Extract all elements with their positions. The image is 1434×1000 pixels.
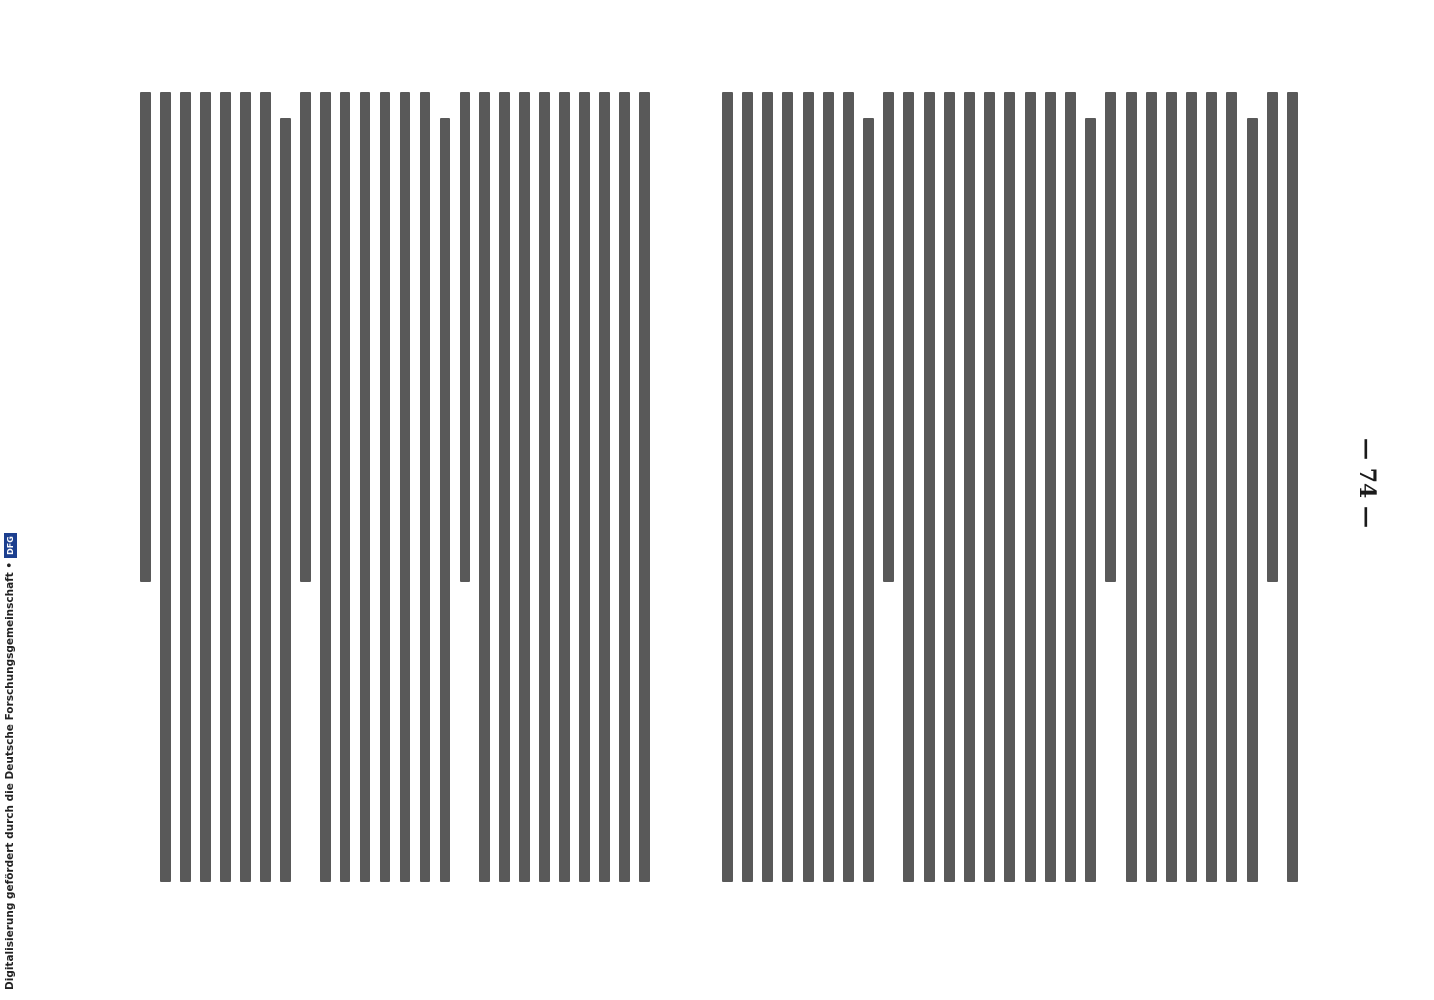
text-line [440, 118, 451, 882]
text-line [460, 92, 471, 582]
text-line [340, 92, 351, 882]
text-line [1226, 92, 1237, 882]
text-line [1186, 92, 1197, 882]
text-line [742, 92, 753, 882]
text-line [1287, 92, 1298, 882]
text-line [160, 92, 171, 882]
text-line [1146, 92, 1157, 882]
text-line [300, 92, 311, 582]
text-line [539, 92, 550, 882]
text-column-right [698, 92, 1298, 882]
text-line [240, 92, 251, 882]
text-line [924, 92, 935, 882]
text-line [762, 92, 773, 882]
digitization-credit [2, 536, 18, 990]
text-line [1004, 92, 1015, 882]
credit-text: Digitalisierung gefördert durch die Deutsche Forschungsgemeinschaft • [4, 561, 16, 990]
text-line [220, 92, 231, 882]
text-line [599, 92, 610, 882]
text-line [639, 92, 650, 882]
text-line [280, 118, 291, 882]
text-line [883, 92, 894, 582]
text-line [944, 92, 955, 882]
text-line [1267, 92, 1278, 582]
text-line [1085, 118, 1096, 882]
text-line [964, 92, 975, 882]
text-line [479, 92, 490, 882]
text-line [823, 92, 834, 882]
text-line [260, 92, 271, 882]
text-line [559, 92, 570, 882]
text-line [579, 92, 590, 882]
text-line [722, 92, 733, 882]
text-line [1166, 92, 1177, 882]
text-line [320, 92, 331, 882]
text-line [863, 118, 874, 882]
text-line [843, 92, 854, 882]
text-line [200, 92, 211, 882]
column-gutter [660, 92, 688, 882]
text-line [140, 92, 151, 582]
page-number: — 74 — [1353, 438, 1380, 528]
text-line [1247, 118, 1258, 882]
text-line [1065, 92, 1076, 882]
text-line [619, 92, 630, 882]
text-line [420, 92, 431, 882]
text-line [803, 92, 814, 882]
text-line [984, 92, 995, 882]
text-line [180, 92, 191, 882]
document-page [140, 92, 1310, 882]
text-line [380, 92, 391, 882]
text-line [1025, 92, 1036, 882]
text-line [782, 92, 793, 882]
text-line [1105, 92, 1116, 582]
text-column-left [140, 92, 650, 882]
dfg-logo: DFG [4, 533, 17, 558]
text-line [1126, 92, 1137, 882]
text-line [360, 92, 371, 882]
text-line [400, 92, 411, 882]
text-line [519, 92, 530, 882]
text-line [1206, 92, 1217, 882]
text-line [903, 92, 914, 882]
text-line [499, 92, 510, 882]
text-line [1045, 92, 1056, 882]
